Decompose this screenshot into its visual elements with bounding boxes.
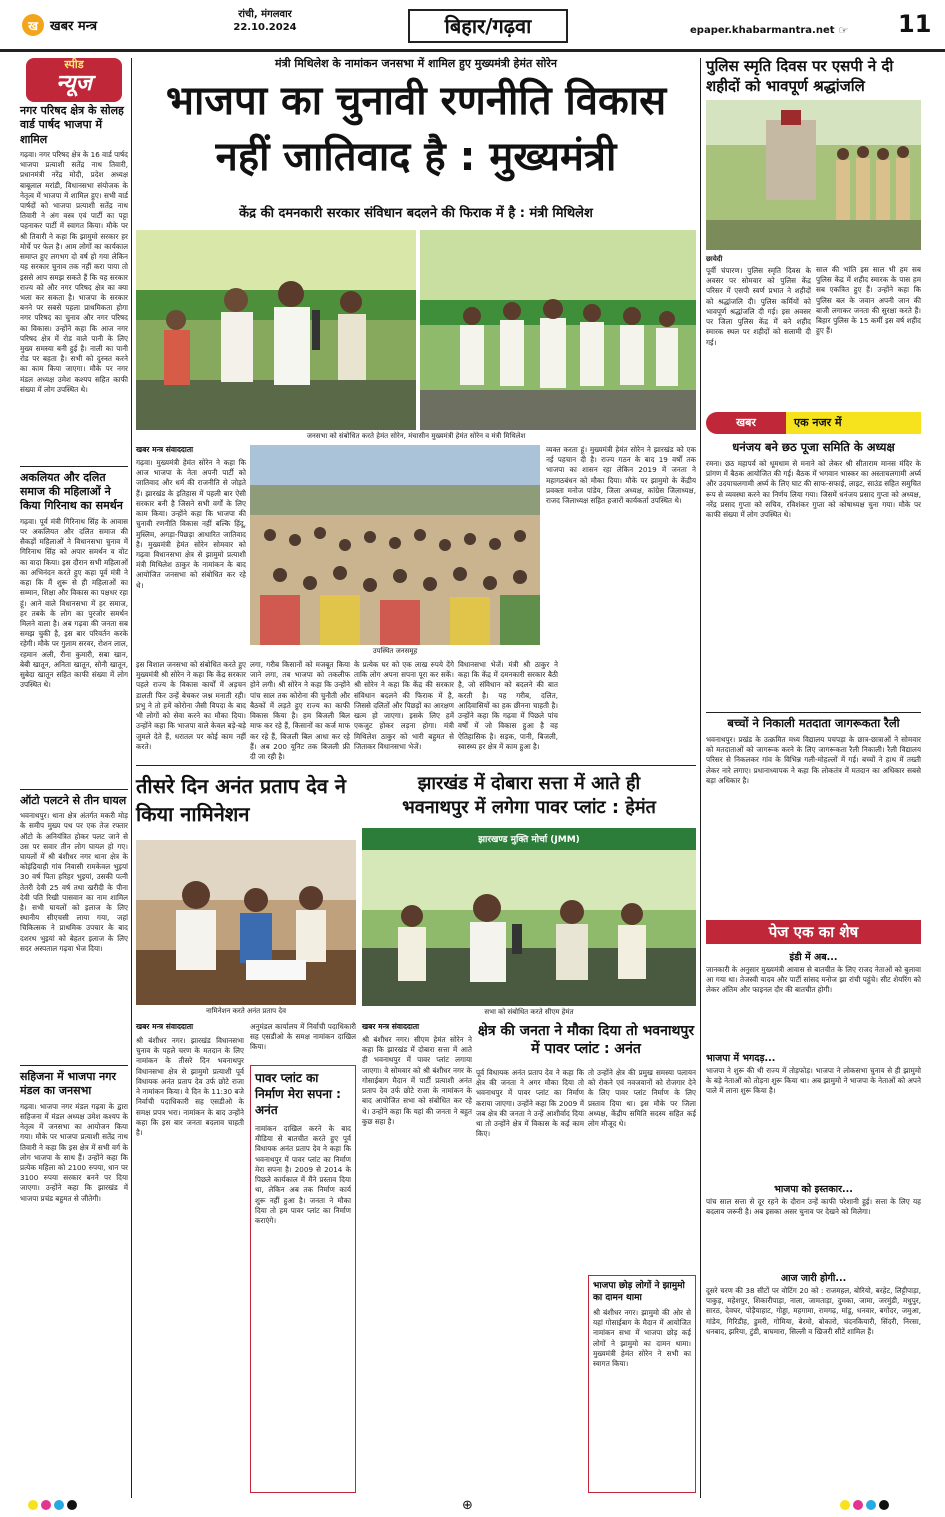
reg-cyan-icon	[54, 1500, 64, 1510]
second-story-headline	[136, 772, 356, 828]
reg-yellow-icon	[840, 1500, 850, 1510]
lead-headline-line1: भाजपा का चुनावी रणनीति विकास	[165, 78, 667, 124]
right-top-photo-caption: छायेदी	[706, 255, 723, 263]
third-photo-caption: सभा को संबोधित करते सीएम हेमंत	[484, 1008, 574, 1016]
third-body-c: तो उन्होंने क्षेत्र की प्रमुख समस्या पलायन को रोकने एवं नवजवानों को रोजगार देने के लिए पावर प्लांट निर्माण के लिए प्रस्ताव दिया था। इस मौके पर जिला अध्यक्ष, केंद्रीय समिति सदस्य सहित कई लोग मौजूद थे।	[588, 1068, 696, 1129]
reg-black-icon	[67, 1500, 77, 1510]
reg-yellow-icon	[28, 1500, 38, 1510]
left-story-3-headline: ऑटो पलटने से तीन घायल	[20, 793, 127, 807]
lead-photo-2	[420, 230, 696, 430]
right-top-body-b: साल की भांति इस साल भी हम सब पुलिस केंद्र में शहीद स्मारक के पास हम सब एकत्रित हुए हैं। उन्होंने कहा कि पुलिस बल के जवान अपनी जान की बाजी लगाकर जनता की सुरक्षा करते हैं। बिहार पुलिस के 15 कर्मी इस वर्ष शहीद हुए हैं।	[816, 265, 921, 336]
ek-nazar-band	[706, 412, 921, 434]
reg-cyan-icon	[866, 1500, 876, 1510]
lead-bottom-rule	[136, 765, 696, 766]
crosshair-icon: ⊕	[462, 1498, 473, 1513]
right-top-col-a	[706, 255, 811, 401]
second-photo-caption: नामिनेशन करते अनंत प्रताप देव	[206, 1007, 286, 1015]
lead-headline-line2: नहीं जातिवाद है : मुख्यमंत्री	[215, 134, 617, 180]
rest-item-3-headline: भाजपा को इस्तकार...	[774, 1184, 853, 1195]
second-body-b: अनुमंडल कार्यालय में निर्वाची पदाधिकारी सह एसडीओ के समक्ष नामांकन दाखिल किया।	[250, 1022, 356, 1052]
left-story-1-body: गढ़वा। नगर परिषद क्षेत्र के 16 वार्ड पार्षद भाजपा प्रत्याशी सतेंद्र नाथ तिवारी, प्रधानमंत्री नरेंद्र मोदी, प्रदेश अध्यक्ष बाबूलाल मरांडी, विधानसभा संयोजक के नेतृत्व में भाजपा में शामिल हुए। सभी वार्ड पार्षदों को भाजपा प्रत्याशी सतेंद्र नाथ तिवारी ने अंग वस्त्र एवं पार्टी का पट्टा पहनाकर पार्टी में स्वागत किया। मौके पर श्री तिवारी ने कहा कि झामुमो सरकार हर मोर्चे पर फेल है। आम लोगों का कार्यकाल समाप्त हुए लगभग दो वर्ष हो गया लेकिन यह सरकार चुनाव तक नहीं करा पाया तो इससे आप समझ सकते हैं कि यह सरकार राज्य को और नगर परिषद क्षेत्र का क्या भला कर सकता है। भाजपा के सरकार बनने पर सबसे पहला प्राथमिकता होगा नगर परिषद का चुनाव और नगर परिषद का विकास। उन्होंने कहा कि आज नगर परिषद क्षेत्र में रोड वाले पानी के लिए मुख्य समस्या बनी हुई है। नाली का पानी रोड पर बहता है। सभी को दुरुस्त करने का काम किया जाएगा। मौके पर नगर मंडल अध्यक्ष उमेश कश्यप सहित काफी संख्या में लोग उपस्थित थे।	[20, 149, 128, 394]
left-story-4-body: गढ़वा। भाजपा नगर मंडल गढ़वा के द्वारा सहिजना में मंडल अध्यक्ष उमेश कश्यप के नेतृत्व में जनसभा का आयोजन किया गया। मौके पर भाजपा प्रत्याशी सतेंद्र नाथ तिवारी ने कहा कि इस क्षेत्र में सभी वर्ग के लोग भाजपा के साथ हैं। उन्होंने कहा कि प्रत्येक महिला को 2100 रुपया, धान पर 3100 रुपया सरकार बनने पर दिया जाएगा। उन्होंने कहा कि झारखंड में भाजपा प्रचंड बहुमत से जीतेगी।	[20, 1101, 128, 1203]
second-byline: खबर मन्त्र संवाददाता	[136, 1022, 194, 1031]
ek-nazar-label: एक नजर में	[786, 412, 921, 434]
color-reg-right	[840, 1500, 892, 1510]
power-plant-box	[250, 1065, 356, 1493]
right-top-headline: पुलिस स्मृति दिवस पर एसपी ने दी शहीदों को भावपूर्ण श्रद्धांजलि	[706, 57, 894, 95]
crowd-image	[250, 445, 540, 645]
dateline	[205, 8, 325, 34]
left-divider	[20, 466, 128, 467]
website-block	[690, 24, 848, 37]
third-photo	[362, 828, 696, 1006]
website-url[interactable]: epaper.khabarmantra.net	[690, 25, 835, 36]
lead-subhead: केंद्र की दमनकारी सरकार संविधान बदलने की फिराक में है : मंत्री मिथिलेश	[239, 206, 593, 221]
masthead	[0, 0, 945, 52]
third-body-b: पूर्व विधायक अनंत प्रताप देव ने कहा कि क्षेत्र की जनता ने अगर मौका दिया तो भवनाथपुर में पावर प्लांट का निर्माण कराया जाएगा। उन्होंने कहा कि 2009 में जब क्षेत्र की जनता ने उन्हें आशीर्वाद दिया था तो उन्होंने क्षेत्र में विकास के कई काम किए।	[476, 1068, 584, 1139]
right-top-body-a: पूर्वी चंपारण। पुलिस स्मृति दिवस के अवसर पर सोमवार को पुलिस केंद्र परिसर में एसपी स्वर्ण प्रभात ने शहीदों को श्रद्धांजलि दी। पुलिस कर्मियों को भावपूर्ण श्रद्धांजलि दी गई। इस अवसर पर जिला पुलिस केंद्र में बने शहीद स्मारक स्थल पर शहीदों को सलामी दी गई।	[706, 266, 811, 347]
jmm-join-box-title: भाजपा छोड़ लोगों ने झामुमो का दामन थामा	[593, 1281, 685, 1303]
column-rule	[700, 58, 701, 1498]
lead-photo-caption: जनसभा को संबोधित करते हेमंत सोरेन, मंचासीन मुख्यमंत्री हेमंत सोरेन व मंत्री मिथिलेश	[306, 432, 526, 440]
jmm-rally-image	[362, 828, 696, 1006]
second-photo	[136, 840, 356, 1005]
jmm-banner-text: झारखण्ड मुक्ति मोर्चा (JMM)	[478, 835, 580, 845]
lead-byline: खबर मन्त्र संवाददाता	[136, 445, 194, 454]
dateline-day: रांची, मंगलवार	[238, 9, 292, 20]
lead-body-3: लगा, गरीब किसानों को मजबूत किया जाने लगा, तब भाजपा को तकलीफ होने लगी। श्री सोरेन ने कहा कि उन्होंने पांच साल तक कोरोना की चुनौती और बैठकों में लड़ते हुए राज्य का काफी विकास किया है। हम बिजली बिल माफ कर रहे हैं, किसानों का कर्ज माफ कर रहे हैं, बिजली बिल आधा कर रहे हैं। अब 200 यूनिट तक बिजली फ्री दी जा रही है।	[250, 660, 350, 760]
rest-item-1-body: जानकारी के अनुसार मुख्यमंत्री आवास से बातचीत के लिए राजद नेताओं को बुलावा आ गया था। तेजस्वी यादव और पार्टी सांसद मनोज झा रांची पहुंचे। सीट शेयरिंग को लेकर अंतिम और फाइनल दौर की बातचीत होगी।	[706, 965, 921, 995]
brand-block	[22, 14, 97, 36]
left-story-2-headline: अकलियत और दलित समाज की महिलाओं ने किया गिरिनाथ का समर्थन	[20, 470, 123, 513]
second-headline: तीसरे दिन अनंत प्रताप देव ने किया नामिनेशन	[136, 774, 346, 826]
right-divider	[706, 712, 921, 713]
third-headline-line1: झारखंड में दोबारा सत्ता में आते ही	[417, 773, 641, 794]
speed-news-label-bottom: न्यूज	[56, 71, 92, 96]
third-byline: खबर मन्त्र संवाददाता	[362, 1022, 420, 1031]
lead-body-2: इस विशाल जनसभा को संबोधित करते हुए मुख्यमंत्री श्री सोरेन ने कहा कि केंद्र सरकार पहले राज्य के विकास कार्यों में अड़चन डालती फिर उन्हें बेचकर जश्न मनाती रही। प्रभु ने तो हमें कोरोना जैसी विपदा के बाद भी लोगों को सेवा करने का मौका दिया। उन्होंने कहा कि भाजपा वाले केवल बड़े-बड़े जुमले देते हैं, धरातल पर कोई काम नहीं करते।	[136, 660, 246, 751]
rest-item-2-body: भाजपा ने शुरू की थी राज्य में तोड़फोड़। भाजपा ने लोकसभा चुनाव से ही झामुमो के बड़े नेताओं को तोड़ना शुरू किया था। अब झामुमो ने भाजपा के नेताओं को अपने पाले में लाना शुरू किया है।	[706, 1066, 921, 1096]
third-subhead	[476, 1022, 696, 1058]
rest-item-2-headline: भाजपा में भगदड़...	[706, 1053, 776, 1064]
brand-logo-icon: ख	[22, 14, 44, 36]
right-news-1	[706, 440, 921, 707]
color-reg-left	[28, 1500, 80, 1510]
lead-col-1	[136, 445, 246, 655]
left-story-3-body: भवनाथपुर। थाना क्षेत्र अंतर्गत मकरी मोड़ के समीप मुख्य पथ पर एक तेज रफ्तार ऑटो के अनियंत्रित होकर पलट जाने से उस पर सवार तीन लोग घायल हो गए। घायलों में श्री बंशीधर नगर थाना क्षेत्र के कोइंद्रियाही गांव निवासी रामकेवल भुइयां 30 वर्ष पिता हरिहर भुइयां, उसकी पत्नी तेतरी देवी 25 वर्ष तथा खरीदी के पीना देवी पति रिखी पासवान का नाम शामिल है। सभी घायलों को इलाज के लिए स्थानीय सीएचसी लाया गया, जहां चिकित्सक ने प्राथमिक उपचार के बाद दशरथ भुइयां को बेहतर इलाज के लिए सदर अस्पताल गढ़वा भेज दिया।	[20, 811, 128, 953]
lead-body-6: व्यक्त करता हूं। मुख्यमंत्री हेमंत सोरेन ने झारखंड को एक नई पहचान दी है। राज्य गठन के बाद 19 वर्षों तक भाजपा का शासन रहा लेकिन 2019 में जनता ने महागठबंधन को मौका दिया। मौके पर झामुमो के केंद्रीय प्रवक्ता मनोज पांडेय, जिला अध्यक्ष, कांग्रेस जिलाध्यक्ष, राजद जिलाध्यक्ष सहित हजारों कार्यकर्ता उपस्थित थे।	[546, 445, 696, 506]
right-news-1-headline: धनंजय बने छठ पूजा समिति के अध्यक्ष	[732, 440, 895, 454]
left-divider	[20, 789, 128, 790]
reg-magenta-icon	[41, 1500, 51, 1510]
left-story-4	[20, 1070, 128, 1402]
rest-item-4-headline: आज जारी होगी...	[780, 1273, 847, 1284]
lead-kicker: मंत्री मिथिलेश के नामांकन जनसभा में शामिल हुए मुख्यमंत्री हेमंत सोरेन	[275, 57, 557, 70]
rest-item-1-headline: इंडी में अब...	[789, 952, 838, 963]
dateline-date: 22.10.2024	[233, 22, 297, 33]
nomination-image	[136, 840, 356, 1005]
left-story-3	[20, 794, 128, 1061]
jmm-join-box-body: श्री बंशीधर नगर। झामुमो की ओर से यहां गोसाईबाग के मैदान में आयोजित नामांकन सभा में भाजपा छोड़ कई लोगों ने झामुमो का दामन थामा। मुख्यमंत्री हेमंत सोरेन ने सभी का स्वागत किया।	[593, 1308, 691, 1369]
police-memorial-image	[706, 100, 921, 250]
rally-stage-image	[136, 230, 416, 430]
section-title: बिहार/गढ़वा	[408, 9, 568, 43]
left-story-2-body: गढ़वा। पूर्व मंत्री गिरिनाथ सिंह के आवास पर अकलियत और दलित समाज की सैकड़ों महिलाओं ने विधानसभा चुनाव में गिरिनाथ सिंह को अपार समर्थन व वोट का वादा किया। इस दौरान सभी महिलाओं का अभिनंदन करते हुए कहा पूर्व मंत्री ने कहा कि मैं शुरू से ही महिलाओं का सम्मान, शिक्षा और विकास का पक्षधर रहा हूं। आने वाले विधानसभा में हर समाज, हर तबके के लोग का पुरजोर समर्थन मिलने वाला है। अब गढ़वा की जनता सब समझ चुकी है, इस बार परिवर्तन करके रहेगी। मौके पर गुलाम सरवर, रोशन लाल, रहमान अली, रीना कुमारी, सबा खान, बेबी खातून, अनिता खातून, सोनी खातून, सुबेदा खातून सहित काफी संख्या में लोग उपस्थित थे।	[20, 516, 128, 690]
speed-news-badge	[26, 58, 122, 102]
page-one-rest-title: पेज एक का शेष	[706, 920, 921, 944]
brand-name: खबर मन्त्र	[50, 19, 98, 34]
left-divider	[20, 1065, 128, 1066]
left-story-1-headline: नगर परिषद क्षेत्र के सोलह वार्ड पार्षद भाजपा में शामिल	[20, 104, 124, 146]
right-news-2-body: भवनाथपुर। प्रखंड के उत्क्रमित मध्य विद्यालय पचपड़ा के छात्र-छात्राओं ने सोमवार को मतदाताओं को जागरूक करने के लिए जागरूकता रैली निकाली। रैली विद्यालय परिसर से निकलकर गांव के विभिन्न गली-मोहल्लों में गई। बच्चों ने हाथ में तख्ती लेकर नारे लगाए। प्रधानाध्यापक ने कहा कि लोकतंत्र में मतदान का अधिकार सबसे बड़ा अधिकार है।	[706, 735, 921, 785]
ek-nazar-khabar-label: खबर	[706, 412, 786, 434]
second-body-a: श्री बंशीधर नगर। झारखंड विधानसभा चुनाव के पहले चरण के मतदान के लिए नामांकन के तीसरे दिन भवनाथपुर विधानसभा क्षेत्र से झामुमो प्रत्याशी पूर्व विधायक अनंत प्रताप देव उर्फ छोटे राजा ने नामांकन किया। वे दिन के 11:30 बजे निर्वाची पदाधिकारी सह एसडीओ के समक्ष प्रपत्र भरा। नामांकन के बाद उन्होंने कहा कि इस बार जनता बदलाव चाहती है।	[136, 1036, 244, 1137]
lead-body-5: विधानसभा भेजें। मंत्री श्री ठाकुर ने कहा कि केंद्र में दमनकारी सरकार बैठी है, जो संविधान को बदलने की बात करती है। यह गरीब, दलित, आदिवासियों का हक छीनना चाहती है। उन्होंने कहा कि गढ़वा में पिछले पांच वर्षों में जो विकास हुआ है वह ऐतिहासिक है। सड़क, पानी, बिजली, स्वास्थ्य हर क्षेत्र में काम हुआ है।	[458, 660, 558, 751]
column-rule	[131, 58, 132, 1498]
lead-body-4: के प्रत्येक घर को एक लाख रुपये देंगे ताकि लोग अपना सपना पूरा कर सकें। श्री सोरेन ने कहा कि केंद्र की सरकार संविधान बदलने की फिराक में है, जिससे दलितों और पिछड़ों का आरक्षण खत्म हो जाएगा। इसके लिए हमें एकजुट होकर लड़ना होगा। मंत्री मिथिलेश ठाकुर को भारी बहुमत से जिताकर विधानसभा भेजें।	[354, 660, 454, 751]
right-news-1-body: रमना। छठ महापर्व को धूमधाम से मनाने को लेकर श्री सीताराम मानस मंदिर के प्रांगण में बैठक आयोजित की गई। बैठक में भगवान भास्कर का अस्ताचलगामी अर्घ्य और उदयाचलगामी अर्घ्य के लिए घाट की साफ-सफाई, लाइट, साउंड सहित समुचित रूप से व्यवस्था करने का निर्णय लिया गया। जिसमें धनंजय प्रसाद गुप्ता को अध्यक्ष, नरेंद्र प्रसाद गुप्ता को सचिव, रविशंकर गुप्ता को कोषाध्यक्ष चुना गया। मौके पर काफी संख्या में लोग उपस्थित थे।	[706, 459, 921, 520]
third-body-col	[362, 1022, 472, 1490]
left-column	[20, 104, 128, 1504]
right-news-2	[706, 716, 921, 915]
left-story-1	[20, 104, 128, 462]
rest-item-3-body: पांच साल सत्ता से दूर रहने के दौरान उन्हें काफी परेशानी हुई। सत्ता के लिए यह बदलाव जरूरी है। अब इसका असर चुनाव पर देखने को मिलेगा।	[706, 1197, 921, 1217]
third-subhead-text: क्षेत्र की जनता ने मौका दिया तो भवनाथपुर में पावर प्लांट : अनंत	[477, 1023, 695, 1057]
power-plant-box-body: नामांकन दाखिल करने के बाद मीडिया से बातचीत करते हुए पूर्व विधायक अनंत प्रताप देव ने कहा कि भवनाथपुर में पावर प्लांट का निर्माण मेरा सपना है। 2009 से 2014 के पिछले कार्यकाल में मैंने प्रस्ताव दिया था, लेकिन अब तक निर्माण कार्य शुरू नहीं हुआ है। जनता ने मौका दिया तो हम पावर प्लांट का निर्माण कराएंगे।	[255, 1124, 351, 1225]
speed-news-label-top: स्पीड	[64, 58, 84, 71]
stage-leaders-image	[420, 230, 696, 430]
right-top-photo	[706, 100, 921, 250]
cursor-hand-icon: ☞	[838, 24, 849, 37]
crowd-photo-caption: उपस्थित जनसमूह	[372, 647, 418, 655]
lead-body-1: गढ़वा। मुख्यमंत्री हेमंत सोरेन ने कहा कि आज भाजपा के नेता अपनी पार्टी को जातिवाद और धर्म की राजनीति से जोड़ते हैं। झारखंड के इतिहास में पहली बार ऐसी सरकार बनी है जिसने सभी वर्गों के लिए काम किया। उन्होंने कहा कि भाजपा की चुनावी रणनीति विकास नहीं बल्कि हिंदू, मुस्लिम, अगड़ा-पिछड़ा आधारित जातिवाद है। मुख्यमंत्री हेमंत सोरेन सोमवार को गढ़वा विधानसभा क्षेत्र से झामुमो प्रत्याशी मंत्री मिथिलेश ठाकुर के नामांकन के बाद आयोजित जनसभा को संबोधित कर रहे थे।	[136, 458, 246, 590]
page-one-rest-block	[706, 948, 921, 1496]
power-plant-box-title: पावर प्लांट का निर्माण मेरा सपना : अनंत	[255, 1071, 341, 1117]
right-news-2-headline: बच्चों ने निकाली मतदाता जागरूकता रैली	[727, 716, 900, 730]
third-headline-line2: भवनाथपुर में लगेगा पावर प्लांट : हेमंत	[402, 797, 656, 818]
right-top-headline-block	[706, 56, 921, 96]
jmm-join-box	[588, 1275, 696, 1493]
lead-crowd-photo	[250, 445, 540, 645]
lead-photo-1	[136, 230, 416, 430]
left-story-2	[20, 471, 128, 785]
page-number: 11	[898, 10, 932, 38]
third-headline-block	[362, 772, 696, 820]
reg-black-icon	[879, 1500, 889, 1510]
reg-magenta-icon	[853, 1500, 863, 1510]
third-body-a: श्री बंशीधर नगर। सीएम हेमंत सोरेन ने कहा कि झारखंड में दोबारा सत्ता में आते ही भवनाथपुर में पावर प्लांट लगाया जाएगा। वे सोमवार को श्री बंशीधर नगर के गोसाईबाग मैदान में पार्टी प्रत्याशी अनंत प्रताप देव उर्फ छोटे राजा के नामांकन के बाद आयोजित सभा को संबोधित कर रहे थे। उन्होंने कहा कि यहां की जनता ने बहुत कुछ सहा है।	[362, 1035, 472, 1126]
left-story-4-headline: सहिजना में भाजपा नगर मंडल का जनसभा	[20, 1070, 116, 1098]
rest-item-4-body: दूसरे चरण की 38 सीटों पर वोटिंग 20 को : राजमहल, बोरियो, बरहेट, लिट्टीपाड़ा, पाकुड़, महेशपुर, शिकारीपाड़ा, नाला, जामताड़ा, दुमका, जामा, जरमुंडी, मधुपुर, सारठ, देवघर, पोड़ैयाहाट, गोड्डा, महगामा, रामगढ़, मांडू, धनवार, बगोदर, जमुआ, गांडेय, गिरिडीह, डुमरी, गोमिया, बेरमो, बोकारो, चंदनकियारी, सिंदरी, निरसा, धनबाद, झरिया, टुंडी, बाघमारा, सिल्ली व खिजरी सीटें शामिल हैं।	[706, 1286, 921, 1336]
